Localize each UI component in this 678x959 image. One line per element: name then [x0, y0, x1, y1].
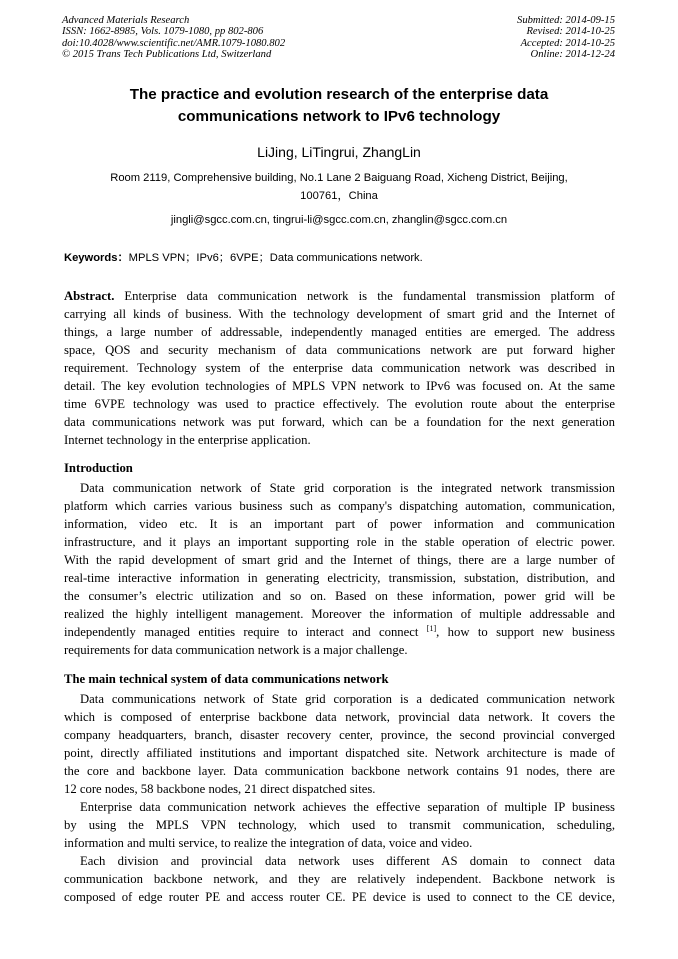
abstract-line: detail. The key evolution technologies of MPLS VPN network to IPv6 was focused on. At the same — [64, 379, 615, 393]
tech-p2-line: Enterprise data communication network achieves the effective separation of multiple IP business — [80, 800, 615, 814]
journal-name: Advanced Materials Research — [62, 15, 190, 26]
affiliation — [60, 170, 618, 205]
online-date: Online: 2014-12-24 — [530, 49, 615, 61]
keywords-label: Keywords： — [64, 252, 129, 264]
abstract-line: Internet technology in the enterprise application. — [64, 433, 311, 447]
tech-p1-line: Data communications network of State grid corporation is a dedicated communication network — [80, 692, 615, 706]
revised-date: Revised: 2014-10-25 — [526, 26, 615, 38]
section-heading-introduction: Introduction — [64, 461, 133, 475]
intro-text-before-citation — [64, 623, 615, 641]
journal-header — [62, 15, 615, 65]
tech-p1-line: 12 core nodes, 58 backbone nodes, 21 direct dispatched sites. — [64, 782, 376, 796]
abstract-line: things, a large number of addressable, independently managed entities are emerged. The address — [64, 325, 615, 339]
tech-p1-line: the core and backbone layer. Data communication backbone network contains 91 nodes, there are — [64, 764, 615, 778]
citation-ref-1[interactable]: [1] — [426, 624, 437, 633]
intro-line-with-citation — [64, 623, 615, 641]
intro-line: platform which carries various business such as company's dispatching automation, communication, — [64, 499, 615, 513]
intro-line: real-time interactive information in generating electricity, transmission, substation, distribution, and — [64, 571, 615, 585]
tech-p1-line: which is composed of enterprise backbone data network, provincial data network. It covers the — [64, 710, 615, 724]
keywords-text: MPLS VPN；IPv6；6VPE；Data communications network. — [128, 252, 423, 264]
tech-p3-line: composed of edge router PE and access router CE. PE device is used to connect to the CE device, — [64, 890, 615, 904]
title-line-1: The practice and evolution research of the enterprise data — [129, 86, 549, 103]
abstract-label: Abstract. — [64, 289, 115, 303]
keywords — [64, 251, 616, 266]
citation-context-after: , how to support new business — [436, 625, 615, 639]
abstract-line — [64, 287, 615, 305]
intro-line: With the rapid development of smart grid and the Internet of things, there are a large number of — [64, 553, 615, 567]
citation-context: independently managed entities require to interact and connect — [64, 625, 427, 639]
abstract-line: carrying all kinds of business. With the technology development of smart grid and the Internet of — [64, 307, 615, 321]
affiliation-line-1: Room 2119, Comprehensive building, No.1 Lane 2 Baiguang Road, Xicheng District, Beijing, — [110, 172, 568, 184]
abstract-line: data communications network was put forward, which can be a foundation for the next generation — [64, 415, 615, 429]
abstract — [64, 287, 615, 449]
journal-doi: doi:10.4028/www.scientific.net/AMR.1079-1080.802 — [62, 37, 286, 49]
journal-info — [62, 15, 285, 61]
tech-p1-line: point, directly affiliated institutions and important dispatched site. Network architecture is made of — [64, 746, 615, 760]
intro-line: Data communication network of State grid corporation is the integrated network transmission — [80, 481, 615, 495]
intro-line: information, video etc. It is an important part of power information and communication — [64, 517, 615, 531]
affiliation-line-2: 100761，China — [300, 189, 378, 202]
abstract-line: requirement. Technology system of the enterprise data communication network was described in — [64, 361, 615, 375]
intro-line: infrastructure, and it plays an important supporting role in the stable operation of electric power. — [64, 535, 615, 549]
author-emails: jingli@sgcc.com.cn, tingrui-li@sgcc.com.cn, zhanglin@sgcc.com.cn — [170, 214, 508, 226]
introduction-body — [64, 479, 615, 659]
intro-line: the consumer’s electric utilization and so on. Based on these information, power grid will be — [64, 589, 615, 603]
title-line-2: communications network to IPv6 technology — [177, 108, 501, 125]
technical-system-body — [64, 690, 615, 906]
tech-p2-line: by using the MPLS VPN technology, which used to transmit communication, scheduling, — [64, 818, 615, 832]
tech-p3-line: communication backbone network, and they are relatively independent. Backbone network is — [64, 872, 615, 886]
authors: LiJing, LiTingrui, ZhangLin — [257, 144, 421, 160]
accepted-date: Accepted: 2014-10-25 — [520, 37, 615, 49]
abstract-line: time 6VPE technology was used to practice effectively. The evolution route about the enterprise — [64, 397, 615, 411]
intro-line: requirements for data communication network is a major challenge. — [64, 643, 408, 657]
tech-p1-line: company headquarters, branch, disaster recovery center, province, the second provincial converged — [64, 728, 615, 742]
abstract-line: space, QOS and security mechanism of data communications network are put forward higher — [64, 343, 615, 357]
journal-issn: ISSN: 1662-8985, Vols. 1079-1080, pp 802-806 — [62, 26, 264, 38]
tech-p3-line: Each division and provincial data network uses different AS domain to connect data — [80, 854, 615, 868]
abstract-text: Enterprise data communication network is the fundamental transmission platform of — [124, 289, 615, 303]
intro-line: realized the highly intelligent management. Moreover the information of multiple addressable and — [64, 607, 615, 621]
publication-dates — [517, 15, 615, 61]
submitted-date: Submitted: 2014-09-15 — [517, 15, 615, 26]
paper-title — [60, 84, 618, 128]
tech-p2-line: information and multi service, to realize the integration of data, voice and video. — [64, 836, 473, 850]
section-heading-technical-system: The main technical system of data communications network — [64, 672, 389, 686]
journal-copyright: © 2015 Trans Tech Publications Ltd, Switzerland — [62, 49, 272, 61]
